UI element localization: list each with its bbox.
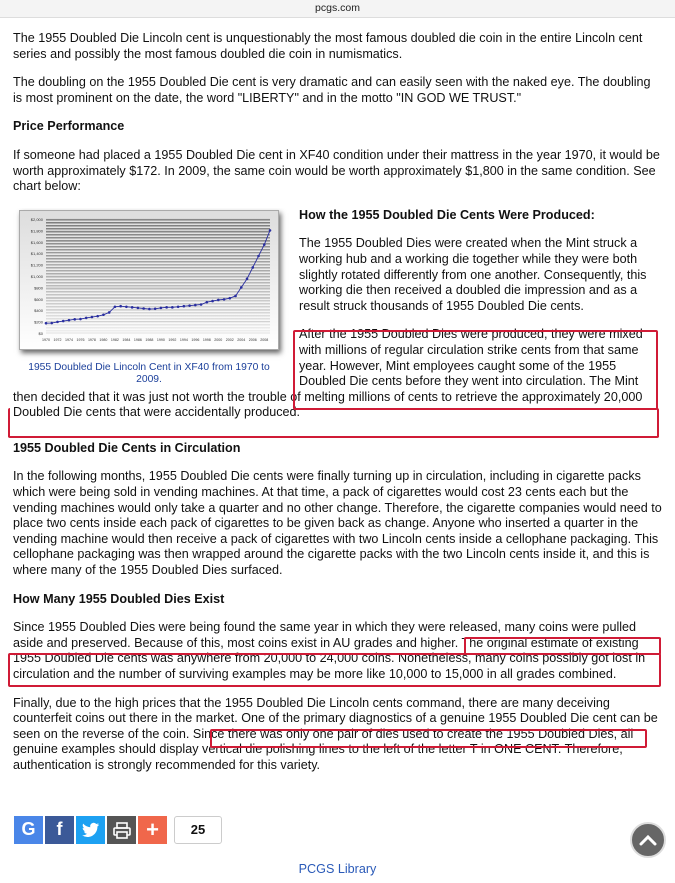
data-point bbox=[96, 315, 99, 318]
chart-background-stripe bbox=[46, 267, 270, 269]
data-point bbox=[171, 306, 174, 309]
chart-background-stripe bbox=[46, 231, 270, 233]
paragraph-price: If someone had placed a 1955 Doubled Die cent in XF40 condition under their mattress in the year 1970, it would be worth approximately $172. In 2009, the same coin would be worth approximately $1,800 in the same condition. See chart below: bbox=[13, 147, 660, 194]
plus-icon[interactable]: + bbox=[138, 816, 167, 844]
chart-background-stripe bbox=[46, 330, 270, 332]
data-point bbox=[73, 318, 76, 321]
x-tick-label: 1970 bbox=[42, 337, 50, 342]
google-icon[interactable]: G bbox=[14, 816, 43, 844]
y-tick-label: $200 bbox=[34, 319, 43, 325]
heading-circulation: 1955 Doubled Die Cents in Circulation bbox=[13, 440, 241, 455]
y-tick-label: $800 bbox=[34, 285, 43, 291]
chevron-up-icon bbox=[639, 834, 657, 846]
chart-background-stripe bbox=[46, 276, 270, 278]
data-point bbox=[263, 243, 266, 246]
paragraph-counterfeit: Finally, due to the high prices that the 1955 Doubled Die Lincoln cents command, there are many deceiving counterfeit coins out there in the market. One of the primary diagnostics of a genuine 1955 Doubled Die cent can be seen on the reverse of the coin. Since there was only one pair of dies used to create the 1955 Doubled Dies, all genuine examples should display vertical die polishing lines to the left of the letter T in ONE CENT. Therefore, authentication is strongly recommended for this variety. bbox=[13, 695, 658, 772]
data-point bbox=[206, 301, 209, 304]
heading-price-performance: Price Performance bbox=[13, 119, 125, 134]
data-point bbox=[102, 313, 105, 316]
chart-background-stripe bbox=[46, 222, 270, 224]
price-chart bbox=[19, 210, 279, 350]
data-point bbox=[50, 321, 53, 324]
data-point bbox=[200, 303, 203, 306]
data-point bbox=[68, 319, 71, 322]
chart-background-stripe bbox=[46, 273, 270, 275]
data-point bbox=[142, 307, 145, 310]
data-point bbox=[223, 298, 226, 301]
data-point bbox=[119, 305, 122, 308]
data-point bbox=[114, 305, 117, 308]
price-chart-figure bbox=[13, 208, 285, 387]
paragraph-intro: The 1955 Doubled Die Lincoln cent is unquestionably the most famous doubled die coin in the entire Lincoln cent series and possibly the most famous doubled die coin in numismatics. bbox=[13, 31, 643, 61]
y-tick-label: $1,000 bbox=[30, 273, 43, 279]
x-tick-label: 2006 bbox=[248, 337, 257, 342]
chart-background-stripe bbox=[46, 324, 270, 326]
chart-background-stripe bbox=[46, 285, 270, 287]
data-point bbox=[56, 320, 59, 323]
chart-background-stripe bbox=[46, 240, 270, 242]
chart-background-stripe bbox=[46, 282, 270, 284]
chart-background-stripe bbox=[46, 327, 270, 329]
data-point bbox=[160, 306, 163, 309]
y-tick-label: $600 bbox=[34, 296, 43, 302]
data-point bbox=[246, 277, 249, 280]
y-tick-label: $1,800 bbox=[30, 228, 43, 234]
data-point bbox=[79, 317, 82, 320]
x-tick-label: 1974 bbox=[64, 337, 73, 342]
x-tick-label: 1992 bbox=[168, 337, 177, 342]
x-tick-label: 1978 bbox=[87, 337, 96, 342]
x-tick-label: 1972 bbox=[53, 337, 62, 342]
share-bar bbox=[14, 816, 222, 844]
paragraph-circulation: In the following months, 1955 Doubled Die cents were finally turning up in circulation, including in cigarette packs which were being sold in vending machines. At that time, a pack of cigarettes would cost 23 cents each but the vending machines would only take a quarter and no other change. Therefore, the cigarette companies would need to place two cents inside each pack of cigarettes to be given back as change. Anyone who inserted a quarter in the vending machine would then receive a pack of cigarettes with two Lincoln cents inside a cellophane packaging. This cellophane packaging was then wrapped around the cigarette packs with the two Lincoln cents inside it, and this is where many of the 1955 Doubled Dies surfaced. bbox=[13, 469, 662, 578]
data-point bbox=[257, 255, 260, 258]
pcgs-library-link[interactable]: PCGS Library bbox=[298, 862, 377, 876]
data-point bbox=[148, 308, 151, 311]
chart-background-stripe bbox=[46, 315, 270, 317]
chart-background-stripe bbox=[46, 237, 270, 239]
data-point bbox=[183, 305, 186, 308]
facebook-icon[interactable]: f bbox=[45, 816, 74, 844]
share-count: 25 bbox=[174, 816, 222, 844]
x-tick-label: 2004 bbox=[237, 337, 246, 342]
y-tick-label: $1,400 bbox=[30, 250, 43, 256]
article-body bbox=[0, 18, 675, 774]
print-icon[interactable] bbox=[107, 816, 136, 844]
twitter-icon[interactable] bbox=[76, 816, 105, 844]
chart-background-stripe bbox=[46, 225, 270, 227]
x-tick-label: 2008 bbox=[260, 337, 269, 342]
data-point bbox=[85, 316, 88, 319]
chart-background-stripe bbox=[46, 279, 270, 281]
data-point bbox=[234, 294, 237, 297]
y-tick-label: $0 bbox=[38, 330, 43, 336]
x-tick-label: 1976 bbox=[76, 337, 85, 342]
chart-caption: 1955 Doubled Die Lincoln Cent in XF40 from 1970 to 2009. bbox=[28, 361, 270, 386]
paragraph-exist: Since 1955 Doubled Dies were being found the same year in which they were released, many coins were pulled aside and preserved. Because of this, most coins exist in AU grades and higher. The original estimate of existing 1955 Doubled Die cents was anywhere from 20,000 to 24,000 coins. Nonetheless, many coins possibly got lost in circulation and the number of surviving examples may be more like 10,000 to 15,000 in all grades combined. bbox=[13, 620, 646, 681]
data-point bbox=[188, 304, 191, 307]
x-tick-label: 2002 bbox=[225, 337, 234, 342]
paragraph-after-produced: After the 1955 Doubled Dies were produced, they were mixed with millions of regular circulation strike cents from that same year. However, Mint employees caught some of the 1955 Doubled Die cents before they went into circulation. The Mint then decided that it was just not worth the trouble of melting millions of cents to retrieve the approximately 20,000 Doubled Die cents that were accidentally produced. bbox=[13, 327, 643, 420]
chart-background-stripe bbox=[46, 234, 270, 236]
chart-background-stripe bbox=[46, 300, 270, 302]
data-point bbox=[211, 300, 214, 303]
data-point bbox=[228, 297, 231, 300]
chart-background-stripe bbox=[46, 258, 270, 260]
chart-background-stripe bbox=[46, 249, 270, 251]
x-tick-label: 1988 bbox=[145, 337, 154, 342]
data-point bbox=[194, 304, 197, 307]
data-point bbox=[269, 229, 272, 232]
data-point bbox=[240, 286, 243, 289]
price-chart-svg bbox=[20, 211, 278, 349]
x-tick-label: 1996 bbox=[191, 337, 200, 342]
data-point bbox=[217, 298, 220, 301]
data-point bbox=[91, 315, 94, 318]
chart-background-stripe bbox=[46, 288, 270, 290]
data-point bbox=[125, 305, 128, 308]
chart-background-stripe bbox=[46, 246, 270, 248]
data-point bbox=[62, 319, 65, 322]
x-tick-label: 1980 bbox=[99, 337, 108, 342]
chart-background-stripe bbox=[46, 303, 270, 305]
y-tick-label: $1,600 bbox=[30, 239, 43, 245]
x-tick-label: 1990 bbox=[156, 337, 165, 342]
paragraph-produced: The 1955 Doubled Dies were created when the Mint struck a working hub and a working die together while they were both slightly rotated differently from one another. Consequently, this working die then received a doubled die impression and as a result struck thousands of 1955 Doubled Die cents. bbox=[299, 236, 647, 313]
data-point bbox=[108, 311, 111, 314]
chart-background-stripe bbox=[46, 270, 270, 272]
data-point bbox=[177, 305, 180, 308]
x-tick-label: 1982 bbox=[110, 337, 119, 342]
data-point bbox=[251, 266, 254, 269]
data-point bbox=[45, 322, 48, 325]
y-tick-label: $1,200 bbox=[30, 262, 43, 268]
x-tick-label: 2000 bbox=[214, 337, 223, 342]
y-tick-label: $400 bbox=[34, 307, 43, 313]
chart-background-stripe bbox=[46, 243, 270, 245]
x-tick-label: 1994 bbox=[179, 337, 188, 342]
paragraph-doubling: The doubling on the 1955 Doubled Die cent is very dramatic and can easily seen with the naked eye. The doubling is most prominent on the date, the word "LIBERTY" and in the motto "IN GOD WE TRUST." bbox=[13, 75, 651, 105]
data-point bbox=[137, 306, 140, 309]
heading-produced: How the 1955 Doubled Die Cents Were Produced: bbox=[299, 207, 595, 222]
heading-exist: How Many 1955 Doubled Dies Exist bbox=[13, 591, 225, 606]
x-tick-label: 1998 bbox=[202, 337, 211, 342]
scroll-to-top-button[interactable] bbox=[630, 822, 666, 858]
data-point bbox=[131, 306, 134, 309]
chart-background-stripe bbox=[46, 312, 270, 314]
chart-background-stripe bbox=[46, 261, 270, 263]
x-tick-label: 1986 bbox=[133, 337, 142, 342]
figure-and-production bbox=[13, 208, 662, 434]
browser-url-bar[interactable] bbox=[0, 0, 675, 18]
y-tick-label: $2,000 bbox=[30, 216, 43, 222]
chart-background-stripe bbox=[46, 219, 270, 221]
chart-background-stripe bbox=[46, 297, 270, 299]
data-point bbox=[154, 307, 157, 310]
chart-background-stripe bbox=[46, 306, 270, 308]
url-text: pcgs.com bbox=[315, 2, 360, 14]
chart-background-stripe bbox=[46, 228, 270, 230]
chart-background-stripe bbox=[46, 255, 270, 257]
chart-background-stripe bbox=[46, 291, 270, 293]
data-point bbox=[165, 306, 168, 309]
x-tick-label: 1984 bbox=[122, 337, 131, 342]
